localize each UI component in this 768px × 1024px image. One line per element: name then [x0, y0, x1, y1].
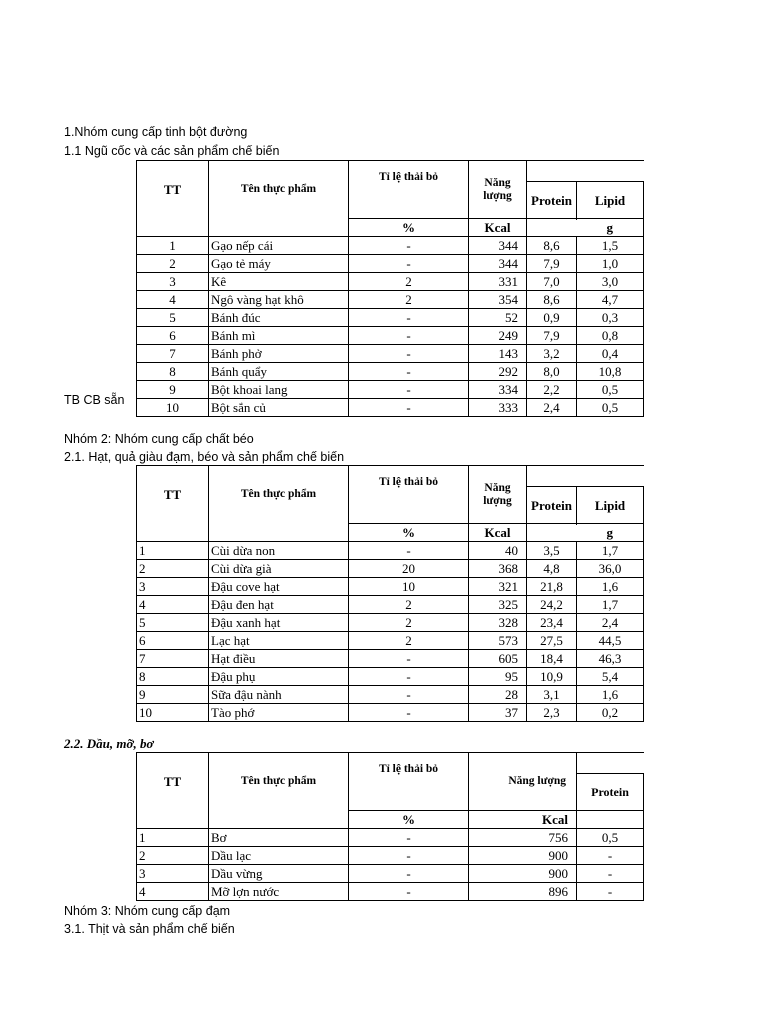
cell-protein: - — [577, 847, 644, 865]
cell-energy: 95 — [469, 668, 527, 686]
cell-energy: 896 — [469, 883, 577, 901]
cell-protein: 3,1 — [527, 686, 577, 704]
cell-energy: 292 — [469, 363, 527, 381]
cell-waste: - — [349, 255, 469, 273]
cell-food-name: Ngô vàng hạt khô — [209, 291, 349, 309]
table-row — [137, 327, 644, 345]
cell-tt: 2 — [137, 560, 209, 578]
table-row — [137, 704, 644, 722]
cell-energy: 344 — [469, 237, 527, 255]
cell-protein: 27,5 — [527, 632, 577, 650]
cell-energy: 354 — [469, 291, 527, 309]
cell-tt: 10 — [137, 399, 209, 417]
cell-food-name: Gạo nếp cái — [209, 237, 349, 255]
table-row — [137, 309, 644, 327]
cell-energy: 52 — [469, 309, 527, 327]
food-table-grains — [136, 160, 644, 417]
cell-protein: - — [577, 865, 644, 883]
cell-waste: - — [349, 381, 469, 399]
cell-tt: 2 — [137, 847, 209, 865]
cell-protein: 4,8 — [527, 560, 577, 578]
cell-waste: 2 — [349, 273, 469, 291]
col-waste-unit: % — [349, 219, 469, 237]
cell-energy: 28 — [469, 686, 527, 704]
cell-waste: - — [349, 542, 469, 560]
cell-food-name: Đậu cove hạt — [209, 578, 349, 596]
cell-protein: 18,4 — [527, 650, 577, 668]
cell-lipid: 1,0 — [577, 255, 644, 273]
cell-protein: 7,9 — [527, 255, 577, 273]
cell-tt: 9 — [137, 381, 209, 399]
cell-protein: 23,4 — [527, 614, 577, 632]
cell-food-name: Bánh quẩy — [209, 363, 349, 381]
cell-tt: 1 — [137, 542, 209, 560]
col-name-header: Tên thực phẩm — [209, 161, 349, 219]
cell-lipid: 0,5 — [577, 381, 644, 399]
table-row — [137, 614, 644, 632]
cell-tt: 8 — [137, 668, 209, 686]
cell-waste: - — [349, 363, 469, 381]
cell-food-name: Cùi dừa non — [209, 542, 349, 560]
cell-protein: 0,9 — [527, 309, 577, 327]
cell-energy: 756 — [469, 829, 577, 847]
cell-food-name: Bánh đúc — [209, 309, 349, 327]
cell-waste: 10 — [349, 578, 469, 596]
table-row — [137, 291, 644, 309]
side-note: TB CB sẵn — [64, 393, 125, 407]
table-row — [137, 381, 644, 399]
cell-waste: - — [349, 345, 469, 363]
food-table-nuts — [136, 465, 644, 722]
col-energy-unit: Kcal — [469, 524, 527, 542]
cell-protein: 2,2 — [527, 381, 577, 399]
cell-lipid: 0,5 — [577, 399, 644, 417]
cell-tt: 7 — [137, 650, 209, 668]
cell-energy: 143 — [469, 345, 527, 363]
table-row — [137, 596, 644, 614]
heading-group-1-1: 1.1 Ngũ cốc và các sản phẩm chế biến — [64, 144, 280, 158]
col-energy-header: Năng lượng — [469, 466, 527, 524]
cell-food-name: Dầu vừng — [209, 865, 349, 883]
cell-lipid: 0,4 — [577, 345, 644, 363]
cell-tt: 4 — [137, 883, 209, 901]
cell-waste: - — [349, 650, 469, 668]
cell-protein: 8,6 — [527, 291, 577, 309]
cell-waste: 20 — [349, 560, 469, 578]
table-row — [137, 650, 644, 668]
table-row — [137, 686, 644, 704]
cell-tt: 4 — [137, 291, 209, 309]
cell-tt: 5 — [137, 309, 209, 327]
cell-food-name: Mỡ lợn nước — [209, 883, 349, 901]
table-row — [137, 345, 644, 363]
cell-protein: 3,2 — [527, 345, 577, 363]
cell-lipid: 1,7 — [577, 596, 644, 614]
cell-waste: - — [349, 829, 469, 847]
cell-lipid: 2,4 — [577, 614, 644, 632]
cell-energy: 333 — [469, 399, 527, 417]
cell-tt: 5 — [137, 614, 209, 632]
cell-lipid: 0,2 — [577, 704, 644, 722]
cell-food-name: Bánh mì — [209, 327, 349, 345]
col-name-header: Tên thực phẩm — [209, 466, 349, 524]
cell-lipid: 10,8 — [577, 363, 644, 381]
cell-food-name: Đậu xanh hạt — [209, 614, 349, 632]
cell-tt: 1 — [137, 829, 209, 847]
cell-energy: 368 — [469, 560, 527, 578]
cell-food-name: Cùi dừa già — [209, 560, 349, 578]
cell-energy: 328 — [469, 614, 527, 632]
col-energy-header: Năng lượng — [469, 753, 577, 811]
cell-lipid: 0,3 — [577, 309, 644, 327]
cell-food-name: Hạt điều — [209, 650, 349, 668]
cell-lipid: 44,5 — [577, 632, 644, 650]
cell-waste: 2 — [349, 614, 469, 632]
cell-protein: 3,5 — [527, 542, 577, 560]
table-row — [137, 542, 644, 560]
cell-food-name: Gạo tẻ máy — [209, 255, 349, 273]
cell-lipid: 0,8 — [577, 327, 644, 345]
table-row — [137, 883, 644, 901]
cell-waste: - — [349, 704, 469, 722]
cell-protein: 0,5 — [577, 829, 644, 847]
col-waste-unit: % — [349, 524, 469, 542]
cell-waste: - — [349, 399, 469, 417]
cell-food-name: Bơ — [209, 829, 349, 847]
cell-energy: 344 — [469, 255, 527, 273]
cell-energy: 40 — [469, 542, 527, 560]
col-protein-header: Protein — [577, 774, 644, 811]
cell-food-name: Dầu lạc — [209, 847, 349, 865]
heading-group-2-1: 2.1. Hạt, quả giàu đạm, béo và sản phẩm chế biến — [64, 450, 345, 464]
cell-lipid: 1,7 — [577, 542, 644, 560]
cell-tt: 1 — [137, 237, 209, 255]
table-row — [137, 829, 644, 847]
col-lipid-header: Lipid — [577, 487, 644, 524]
heading-group-3: Nhóm 3: Nhóm cung cấp đạm — [64, 904, 231, 918]
cell-energy: 37 — [469, 704, 527, 722]
cell-tt: 10 — [137, 704, 209, 722]
cell-waste: - — [349, 686, 469, 704]
cell-tt: 3 — [137, 578, 209, 596]
cell-tt: 2 — [137, 255, 209, 273]
col-waste-unit: % — [349, 811, 469, 829]
cell-food-name: Lạc hạt — [209, 632, 349, 650]
cell-food-name: Đậu phụ — [209, 668, 349, 686]
col-energy-unit: Kcal — [469, 219, 527, 237]
table-row — [137, 237, 644, 255]
cell-lipid: 46,3 — [577, 650, 644, 668]
cell-tt: 6 — [137, 632, 209, 650]
table-row — [137, 847, 644, 865]
col-tt-header: TT — [137, 753, 209, 811]
cell-protein: 7,0 — [527, 273, 577, 291]
cell-energy: 573 — [469, 632, 527, 650]
cell-energy: 249 — [469, 327, 527, 345]
cell-food-name: Đậu đen hạt — [209, 596, 349, 614]
cell-protein: 2,3 — [527, 704, 577, 722]
cell-tt: 7 — [137, 345, 209, 363]
cell-tt: 9 — [137, 686, 209, 704]
cell-lipid: 1,6 — [577, 578, 644, 596]
cell-lipid: 5,4 — [577, 668, 644, 686]
cell-tt: 8 — [137, 363, 209, 381]
cell-lipid: 3,0 — [577, 273, 644, 291]
cell-energy: 900 — [469, 847, 577, 865]
cell-waste: 2 — [349, 291, 469, 309]
cell-energy: 605 — [469, 650, 527, 668]
table-row — [137, 399, 644, 417]
heading-group-2-2: 2.2. Dầu, mỡ, bơ — [64, 736, 154, 751]
cell-waste: - — [349, 883, 469, 901]
cell-waste: - — [349, 668, 469, 686]
cell-lipid: 36,0 — [577, 560, 644, 578]
col-lipid-unit: g — [577, 219, 644, 237]
cell-waste: - — [349, 327, 469, 345]
cell-food-name: Bột khoai lang — [209, 381, 349, 399]
cell-energy: 325 — [469, 596, 527, 614]
col-waste-header: Tỉ lệ thải bỏ — [349, 466, 469, 524]
cell-food-name: Sữa đậu nành — [209, 686, 349, 704]
cell-lipid: 4,7 — [577, 291, 644, 309]
cell-energy: 321 — [469, 578, 527, 596]
cell-protein: - — [577, 883, 644, 901]
cell-waste: - — [349, 847, 469, 865]
table-row — [137, 363, 644, 381]
col-energy-header: Năng lượng — [469, 161, 527, 219]
cell-food-name: Kê — [209, 273, 349, 291]
cell-food-name: Bánh phở — [209, 345, 349, 363]
cell-tt: 4 — [137, 596, 209, 614]
cell-protein: 21,8 — [527, 578, 577, 596]
table-row — [137, 668, 644, 686]
table-row — [137, 632, 644, 650]
col-protein-header: Protein — [527, 182, 577, 219]
col-lipid-header: Lipid — [577, 182, 644, 219]
cell-waste: 2 — [349, 632, 469, 650]
cell-energy: 334 — [469, 381, 527, 399]
cell-food-name: Tào phớ — [209, 704, 349, 722]
cell-protein: 2,4 — [527, 399, 577, 417]
food-table-oils — [136, 752, 644, 901]
cell-energy: 331 — [469, 273, 527, 291]
cell-protein: 10,9 — [527, 668, 577, 686]
cell-protein: 8,0 — [527, 363, 577, 381]
cell-protein: 24,2 — [527, 596, 577, 614]
cell-waste: - — [349, 309, 469, 327]
col-name-header: Tên thực phẩm — [209, 753, 349, 811]
table-row — [137, 560, 644, 578]
cell-tt: 6 — [137, 327, 209, 345]
cell-waste: - — [349, 865, 469, 883]
heading-group-2: Nhóm 2: Nhóm cung cấp chất béo — [64, 432, 254, 446]
cell-energy: 900 — [469, 865, 577, 883]
table-row — [137, 578, 644, 596]
table-row — [137, 255, 644, 273]
cell-protein: 7,9 — [527, 327, 577, 345]
col-tt-header: TT — [137, 161, 209, 219]
table-row — [137, 865, 644, 883]
col-lipid-unit: g — [577, 524, 644, 542]
col-tt-header: TT — [137, 466, 209, 524]
cell-waste: - — [349, 237, 469, 255]
col-waste-header: Tỉ lệ thải bỏ — [349, 161, 469, 219]
cell-food-name: Bột sắn củ — [209, 399, 349, 417]
heading-group-1: 1.Nhóm cung cấp tinh bột đường — [64, 125, 248, 139]
col-waste-header: Tỉ lệ thải bỏ — [349, 753, 469, 811]
cell-waste: 2 — [349, 596, 469, 614]
cell-lipid: 1,5 — [577, 237, 644, 255]
table-row — [137, 273, 644, 291]
heading-group-3-1: 3.1. Thịt và sản phẩm chế biến — [64, 922, 235, 936]
col-energy-unit: Kcal — [469, 811, 577, 829]
col-protein-header: Protein — [527, 487, 577, 524]
cell-lipid: 1,6 — [577, 686, 644, 704]
cell-tt: 3 — [137, 865, 209, 883]
cell-tt: 3 — [137, 273, 209, 291]
cell-protein: 8,6 — [527, 237, 577, 255]
